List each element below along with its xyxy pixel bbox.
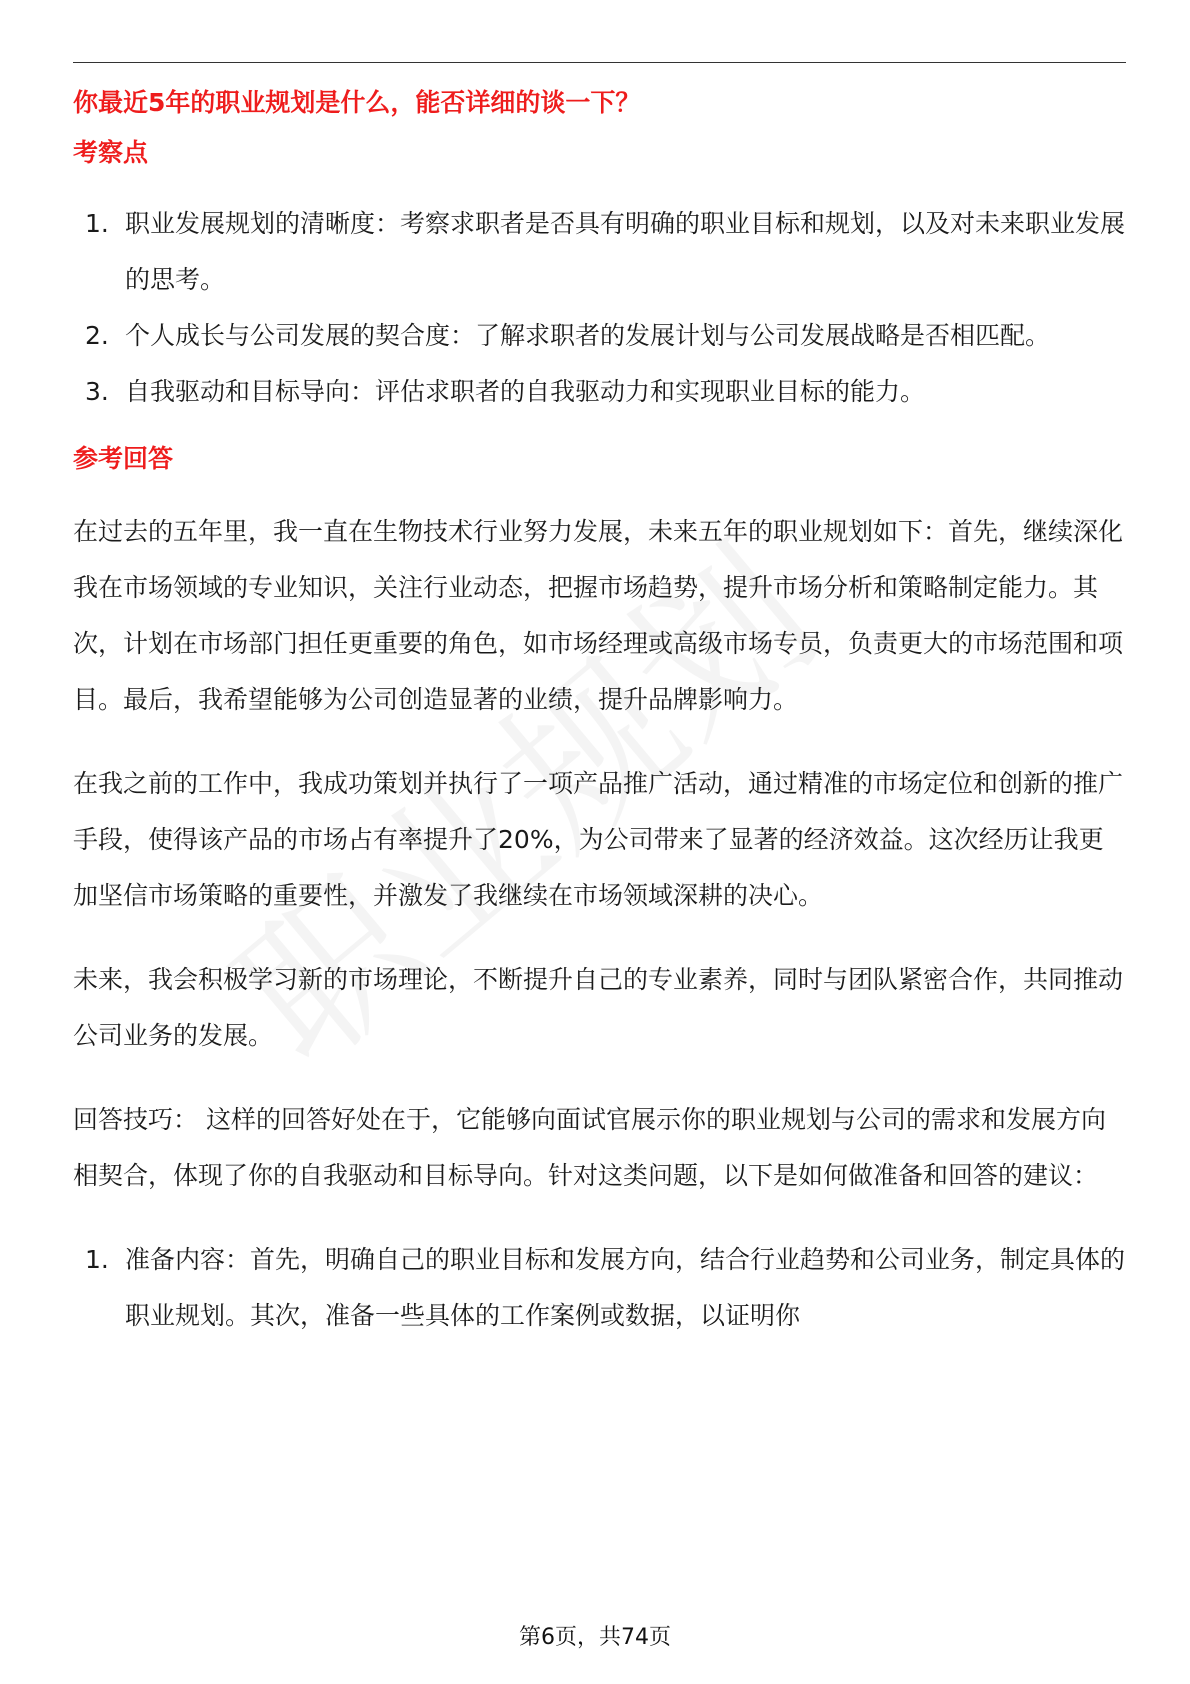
list-item-number: 1.	[85, 1245, 109, 1274]
list-item-text: 准备内容：首先，明确自己的职业目标和发展方向，结合行业趋势和公司业务，制定具体的职业规划。其次，准备一些具体的工作案例或数据，以证明你	[125, 1245, 1126, 1330]
tips-paragraph: 回答技巧： 这样的回答好处在于，它能够向面试官展示你的职业规划与公司的需求和发展方向相契合，体现了你的自我驱动和目标导向。针对这类问题，以下是如何做准备和回答的建议：	[73, 1105, 1106, 1190]
list-item	[73, 1232, 1126, 1344]
list-item	[73, 308, 1126, 364]
list-item-number: 3.	[85, 377, 109, 406]
answer-paragraph: 在我之前的工作中，我成功策划并执行了一项产品推广活动，通过精准的市场定位和创新的推广手段，使得该产品的市场占有率提升了20%，为公司带来了显著的经济效益。这次经历让我更加坚信市场策略的重要性，并激发了我继续在市场领域深耕的决心。	[73, 769, 1124, 910]
list-item	[73, 364, 1126, 420]
tips-list	[73, 1232, 1126, 1344]
list-item-number: 1.	[85, 209, 109, 238]
question-title: 你最近5年的职业规划是什么，能否详细的谈一下？	[73, 88, 641, 117]
page-number-footer: 第6页，共74页	[519, 1625, 671, 1650]
list-item-text: 个人成长与公司发展的契合度：了解求职者的发展计划与公司发展战略是否相匹配。	[125, 321, 1051, 350]
answer-paragraph: 在过去的五年里，我一直在生物技术行业努力发展，未来五年的职业规划如下：首先，继续深化我在市场领域的专业知识，关注行业动态，把握市场趋势，提升市场分析和策略制定能力。其次，计划在市场部门担任更重要的角色，如市场经理或高级市场专员，负责更大的市场范围和项目。最后，我希望能够为公司创造显著的业绩，提升品牌影响力。	[73, 517, 1124, 714]
header-rule	[73, 62, 1126, 63]
list-item	[73, 196, 1126, 308]
list-item-text: 自我驱动和目标导向：评估求职者的自我驱动力和实现职业目标的能力。	[125, 377, 926, 406]
section-title-answer: 参考回答	[73, 444, 174, 473]
assessment-list	[73, 196, 1126, 420]
section-title-assessment: 考察点	[73, 138, 149, 167]
list-item-number: 2.	[85, 321, 109, 350]
list-item-text: 职业发展规划的清晰度：考察求职者是否具有明确的职业目标和规划，以及对未来职业发展的思考。	[125, 209, 1126, 294]
answer-paragraph: 未来，我会积极学习新的市场理论，不断提升自己的专业素养，同时与团队紧密合作，共同推动公司业务的发展。	[73, 965, 1124, 1050]
page-content	[73, 78, 1126, 1344]
